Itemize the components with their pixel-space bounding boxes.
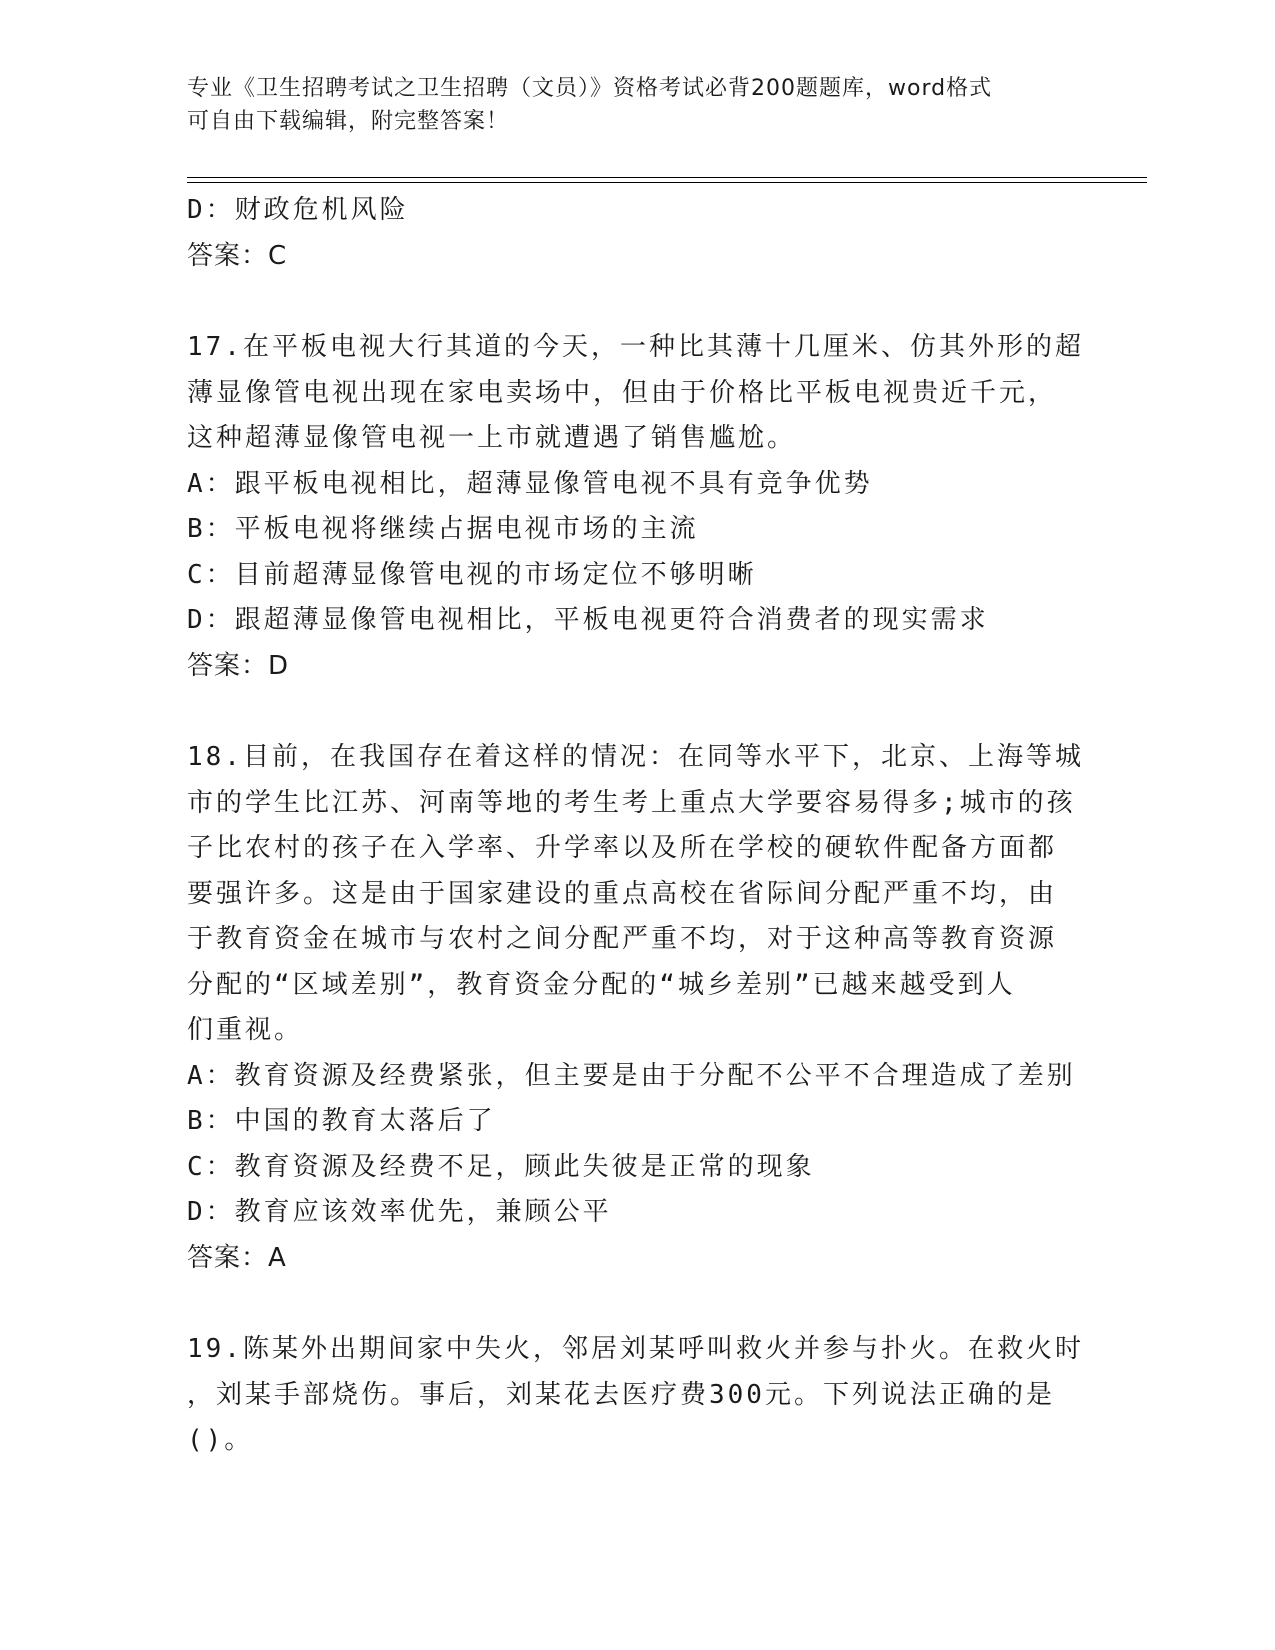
question-text-line: 这种超薄显像管电视一上市就遭遇了销售尴尬。 <box>187 423 797 453</box>
question-text-line: 市的学生比江苏、河南等地的考生考上重点大学要容易得多;城市的孩 <box>187 787 1076 818</box>
header-line-2: 可自由下载编辑，附完整答案！ <box>187 109 510 134</box>
question-text-line: 17.在平板电视大行其道的今天，一种比其薄十几厘米、仿其外形的超 <box>187 332 1084 362</box>
option-d: D：财政危机风险 <box>187 195 409 225</box>
spacer <box>187 689 1087 735</box>
answer: 答案：D <box>187 650 290 681</box>
question-text-line: 分配的“区域差别”，教育资金分配的“城乡差别”已越来越受到人 <box>187 969 1016 1000</box>
option-d: D：教育应该效率优先，兼顾公平 <box>187 1197 612 1227</box>
question-text-line: ()。 <box>187 1425 254 1455</box>
document-body <box>187 188 1087 1464</box>
header-line-1: 专业《卫生招聘考试之卫生招聘（文员）》资格考试必背200题题库，word格式 <box>187 76 993 101</box>
spacer <box>187 279 1087 325</box>
header-divider-top <box>187 177 1147 178</box>
question-text-line: 子比农村的孩子在入学率、升学率以及所在学校的硬软件配备方面都 <box>187 833 1058 863</box>
option-b: B：中国的教育太落后了 <box>187 1106 496 1136</box>
option-a: A：教育资源及经费紧张，但主要是由于分配不公平不合理造成了差别 <box>187 1060 1076 1091</box>
option-b: B：平板电视将继续占据电视市场的主流 <box>187 514 699 544</box>
option-c: C：目前超薄显像管电视的市场定位不够明晰 <box>187 559 757 590</box>
answer: 答案：A <box>187 1242 287 1273</box>
spacer <box>187 1281 1087 1327</box>
option-d: D：跟超薄显像管电视相比，平板电视更符合消费者的现实需求 <box>187 605 989 635</box>
question-text-line: 19.陈某外出期间家中失火，邻居刘某呼叫救火并参与扑火。在救火时 <box>187 1334 1084 1364</box>
question-text-line: 们重视。 <box>187 1015 304 1045</box>
header-divider-bottom <box>187 182 1147 183</box>
previous-question-tail <box>187 188 1087 279</box>
document-header <box>187 72 1067 138</box>
question-text-line: ，刘某手部烧伤。事后，刘某花去医疗费300元。下列说法正确的是 <box>187 1379 1055 1410</box>
question-text-line: 于教育资金在城市与农村之间分配严重不均，对于这种高等教育资源 <box>187 924 1058 954</box>
answer: 答案：C <box>187 240 288 271</box>
option-a: A：跟平板电视相比，超薄显像管电视不具有竞争优势 <box>187 468 873 499</box>
question-17 <box>187 325 1087 689</box>
question-19 <box>187 1327 1087 1464</box>
question-text-line: 18.目前，在我国存在着这样的情况：在同等水平下，北京、上海等城 <box>187 742 1084 772</box>
option-c: C：教育资源及经费不足，顾此失彼是正常的现象 <box>187 1151 815 1182</box>
question-text-line: 薄显像管电视出现在家电卖场中，但由于价格比平板电视贵近千元， <box>187 377 1058 408</box>
question-18 <box>187 735 1087 1281</box>
question-text-line: 要强许多。这是由于国家建设的重点高校在省际间分配严重不均，由 <box>187 878 1058 909</box>
